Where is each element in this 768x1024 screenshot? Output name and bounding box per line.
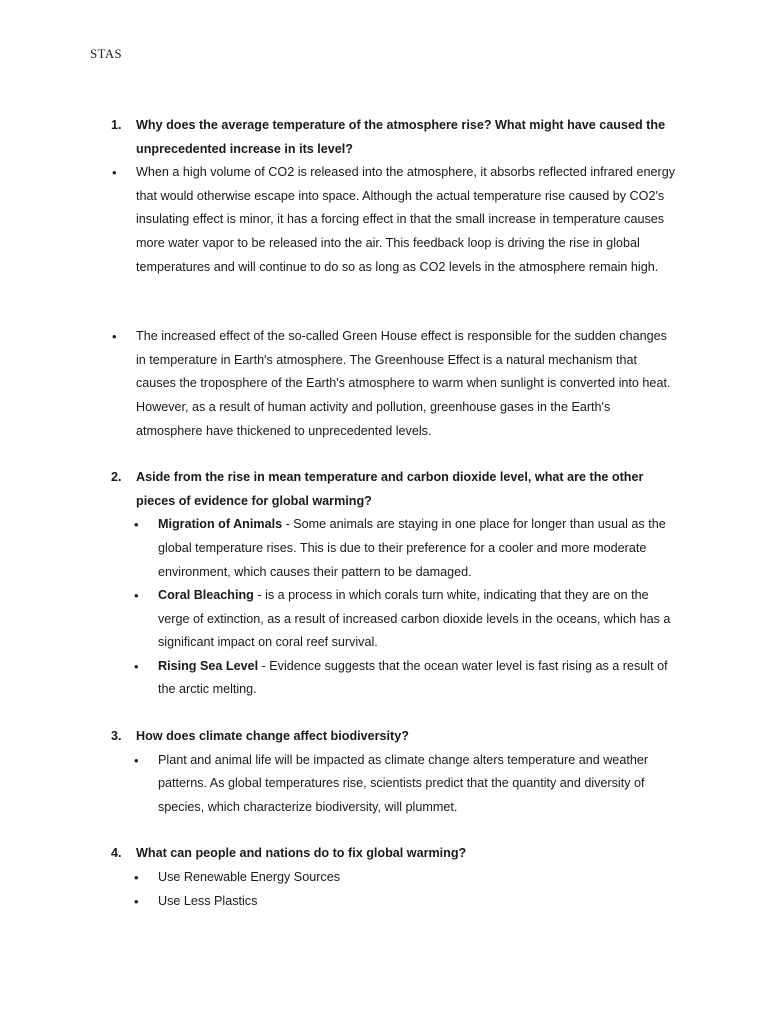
bullet-icon: • (134, 893, 139, 909)
bullet-icon: • (134, 658, 139, 674)
answer-3-bullet-1-text: Plant and animal life will be impacted as climate change alters temperature and weather patterns. As global temperatures rise, scientists predict that the quantity and diversity of species, which characterize biodiversity, will plummet. (158, 752, 649, 814)
question-2 (0, 466, 768, 513)
question-1-text: Why does the average temperature of the atmosphere rise? What might have caused the unprecedented increase in its level? (136, 118, 666, 156)
answer-3-bullet-1 (0, 749, 768, 820)
document-header: STAS (90, 46, 122, 61)
bullet-icon: • (134, 517, 139, 533)
question-3-text: How does climate change affect biodiversity? (136, 729, 409, 744)
answer-4-bullet-2 (0, 890, 768, 914)
evidence-description: - Some animals are staying in one place for longer than usual as the global temperature rises. This is due to their preference for a cooler and more moderate environment, which causes their pattern to be damaged. (158, 517, 666, 579)
evidence-description: - is a process in which corals turn white, indicating that they are on the verge of extinction, as a result of increased carbon dioxide levels in the oceans, which has a significant impact on coral reef survival. (158, 588, 671, 650)
document-body (0, 114, 768, 913)
answer-1-bullet-2-text: The increased effect of the so-called Green House effect is responsible for the sudden changes in temperature in Earth's atmosphere. The Greenhouse Effect is a natural mechanism that causes the troposphere of the Earth's atmosphere to warm when sunlight is converted into heat. However, as a result of human activity and pollution, greenhouse gases in the Earth's atmosphere have thickened to unprecedented levels. (136, 329, 671, 438)
question-4-number: 4. (111, 846, 122, 861)
answer-1-bullet-1 (0, 161, 768, 279)
question-1-number: 1. (111, 118, 122, 132)
bullet-icon: • (134, 588, 139, 604)
evidence-item-migration (0, 513, 768, 584)
question-2-text: Aside from the rise in mean temperature and carbon dioxide level, what are the other pieces of evidence for global warming? (136, 470, 644, 508)
answer-4-bullet-1 (0, 866, 768, 890)
evidence-term: Migration of Animals (158, 517, 283, 532)
bullet-icon: • (134, 870, 139, 886)
bullet-icon: • (112, 165, 117, 181)
answer-4-bullet-2-text: Use Less Plastics (158, 893, 258, 908)
evidence-description: - Evidence suggests that the ocean water level is fast rising as a result of the arctic melting. (158, 658, 668, 697)
question-4 (0, 842, 768, 866)
question-4-text: What can people and nations do to fix global warming? (136, 846, 467, 861)
evidence-item-coral-bleaching (0, 584, 768, 655)
question-2-number: 2. (111, 470, 122, 485)
evidence-term: Rising Sea Level (158, 658, 259, 673)
answer-4-bullet-1-text: Use Renewable Energy Sources (158, 870, 341, 885)
bullet-icon: • (112, 329, 117, 345)
question-3-number: 3. (111, 729, 122, 744)
evidence-item-sea-level (0, 655, 768, 702)
evidence-term: Coral Bleaching (158, 588, 254, 603)
bullet-icon: • (134, 752, 139, 768)
question-1 (0, 114, 768, 161)
answer-1-bullet-2 (0, 325, 768, 443)
question-3 (0, 725, 768, 749)
answer-1-bullet-1-text: When a high volume of CO2 is released into the atmosphere, it absorbs reflected infrared energy that would otherwise escape into space. Although the actual temperature rise caused by CO2's insulating effect is minor, it has a forcing effect in that the small increase in temperature causes more water vapor to be released into the air. This feedback loop is driving the rise in global temperatures and will continue to do so as long as CO2 levels in the atmosphere remain high. (136, 165, 676, 274)
